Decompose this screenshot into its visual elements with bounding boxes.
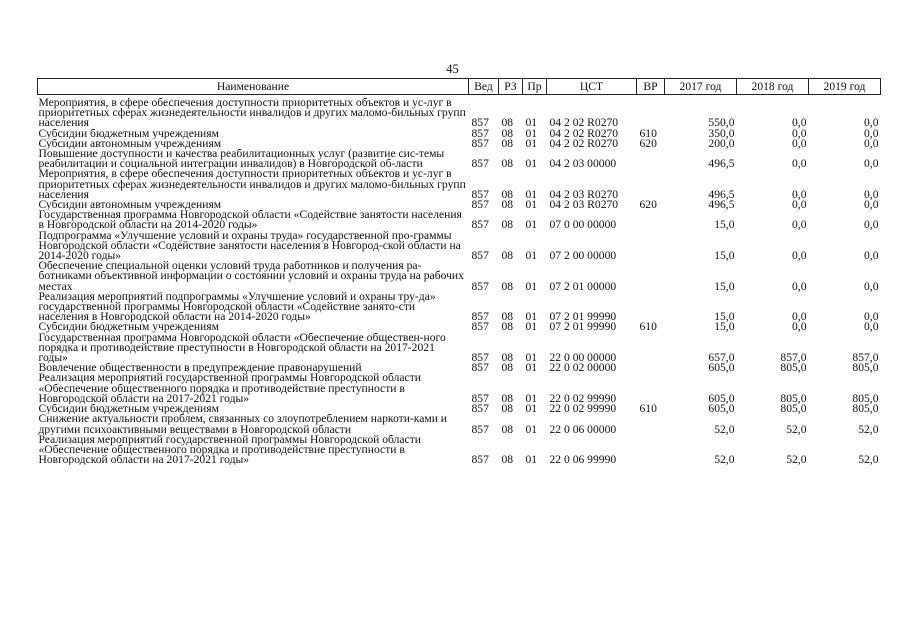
cell-2019: 0,0 [864,136,879,150]
cell-2017: 52,0 [714,422,735,436]
cell-pr: 01 [525,279,538,293]
cell-2018: 0,0 [792,249,807,263]
cell-2018: 0,0 [792,218,807,232]
cell-rz: 08 [501,422,514,436]
cell-vr [637,333,665,364]
cell-2019: 0,0 [864,126,879,140]
cell-cst: 07 2 00 00000 [549,249,617,263]
cell-pr: 01 [525,361,538,375]
cell-rz: 08 [501,157,514,171]
cell-name: Субсидии бюджетным учреждениям [38,404,219,415]
cell-rz: 08 [501,249,514,263]
cell-ved: 857 [471,453,489,467]
cell-name: Мероприятия, в сфере обеспечения доступности приоритетных объектов и ус-луг в приоритетных сферах жизнедеятельности инвалидов и других маломо-бильных групп населения [38,169,466,201]
cell-ved: 857 [471,361,489,375]
cell-pr: 01 [525,116,538,130]
cell-name: Обеспечение специальной оценки условий труда работников и получения ра-ботниками объективной информации о состоянии условий и охраны труда на рабочих местах [38,261,464,292]
table-row [38,292,881,323]
cell-2018: 805,0 [780,391,807,405]
table-header-row [38,79,881,95]
cell-name: Вовлечение общественности в предупреждение правонарушений [38,363,362,374]
cell-vr: 620 [639,136,657,150]
cell-rz: 08 [501,126,514,140]
cell-cst: 04 2 02 R0270 [549,126,619,140]
table-row [38,322,881,332]
cell-2018: 0,0 [792,136,807,150]
header-rz: РЗ [499,79,523,95]
cell-2017: 605,0 [708,361,735,375]
cell-2017: 550,0 [708,116,735,130]
cell-vr [637,292,665,323]
cell-2017: 52,0 [714,453,735,467]
cell-2018: 0,0 [792,126,807,140]
cell-pr: 01 [525,187,538,201]
cell-vr [637,169,665,200]
cell-rz: 08 [501,218,514,232]
cell-2019: 805,0 [852,391,879,405]
header-cst: ЦСТ [547,79,637,95]
cell-2019: 805,0 [852,402,879,416]
cell-2018: 0,0 [792,116,807,130]
cell-vr [637,373,665,404]
cell-vr [637,363,665,373]
cell-2019: 0,0 [864,157,879,171]
table-row [38,363,881,373]
cell-2018: 0,0 [792,157,807,171]
table-row [38,261,881,292]
cell-cst: 07 2 01 99990 [549,310,617,324]
cell-rz: 08 [501,351,514,365]
cell-2019: 0,0 [864,116,879,130]
cell-pr: 01 [525,453,538,467]
cell-cst: 07 2 01 99990 [549,320,617,334]
table-row [38,333,881,364]
cell-pr: 01 [525,422,538,436]
cell-vr [637,210,665,230]
cell-2018: 0,0 [792,187,807,201]
cell-vr: 610 [639,126,657,140]
cell-2019: 805,0 [852,361,879,375]
cell-cst: 07 0 00 00000 [549,218,617,232]
cell-ved: 857 [471,279,489,293]
header-2017: 2017 год [665,79,737,95]
cell-name: Субсидии бюджетным учреждениям [38,322,219,333]
cell-rz: 08 [501,136,514,150]
cell-name: Реализация мероприятий подпрограммы «Улучшение условий и охраны тру-да» государственной программы Новгородской области «Содействие занято-сти населения в Новгородской области на 2014-2020 годы» [38,291,436,323]
cell-2018: 805,0 [780,361,807,375]
cell-ved: 857 [471,310,489,324]
cell-pr: 01 [525,136,538,150]
cell-2017: 15,0 [714,320,735,334]
cell-vr [637,95,665,129]
cell-cst: 04 2 02 R0270 [549,136,619,150]
cell-2018: 0,0 [792,198,807,212]
cell-vr: 610 [639,320,657,334]
cell-pr: 01 [525,402,538,416]
cell-cst: 04 2 03 R0270 [549,198,619,212]
cell-name: Субсидии бюджетным учреждениям [38,128,219,139]
cell-name: Повышение доступности и качества реабилитационных услуг (развитие сис-темы реабилитации и социальной интеграции инвалидов) в Новгородской об-ласти [38,149,445,170]
cell-rz: 08 [501,402,514,416]
table-row [38,231,881,262]
cell-2017: 15,0 [714,310,735,324]
cell-cst: 04 2 03 R0270 [549,187,619,201]
cell-rz: 08 [501,453,514,467]
cell-cst: 07 2 01 00000 [549,279,617,293]
cell-ved: 857 [471,402,489,416]
table-row [38,373,881,404]
cell-2018: 52,0 [786,422,807,436]
cell-rz: 08 [501,310,514,324]
cell-2017: 657,0 [708,351,735,365]
cell-2019: 0,0 [864,249,879,263]
cell-cst: 22 0 06 00000 [549,422,617,436]
table-row [38,169,881,200]
table-row [38,139,881,149]
cell-2018: 0,0 [792,310,807,324]
cell-2017: 350,0 [708,126,735,140]
cell-ved: 857 [471,391,489,405]
cell-name: Субсидии автономным учреждениям [38,200,222,211]
page-number: 45 [446,62,459,76]
cell-rz: 08 [501,198,514,212]
cell-name: Государственная программа Новгородской области «Обеспечение обществен-ного порядка и противодействие преступности в Новгородской области на 2017-2021 годы» [38,332,446,364]
table-row [38,210,881,230]
cell-2017: 605,0 [708,391,735,405]
cell-ved: 857 [471,136,489,150]
table-body [38,95,881,466]
cell-name: Мероприятия, в сфере обеспечения доступности приоритетных объектов и ус-луг в приоритетных сферах жизнедеятельности инвалидов и других маломо-бильных групп населения [38,96,466,129]
cell-vr [637,149,665,169]
cell-2017: 605,0 [708,402,735,416]
cell-vr [637,261,665,292]
cell-2017: 15,0 [714,218,735,232]
cell-rz: 08 [501,187,514,201]
cell-2017: 200,0 [708,136,735,150]
cell-rz: 08 [501,361,514,375]
cell-rz: 08 [501,279,514,293]
cell-2018: 0,0 [792,320,807,334]
cell-rz: 08 [501,391,514,405]
cell-2019: 0,0 [864,320,879,334]
cell-pr: 01 [525,198,538,212]
cell-2017: 496,5 [708,157,735,171]
cell-2019: 0,0 [864,198,879,212]
cell-pr: 01 [525,249,538,263]
cell-ved: 857 [471,320,489,334]
cell-pr: 01 [525,310,538,324]
table-row [38,200,881,210]
header-2019: 2019 год [809,79,881,95]
cell-2018: 805,0 [780,402,807,416]
cell-vr [637,231,665,262]
cell-name: Государственная программа Новгородской области «Содействие занятости населения в Новгородской области на 2014-2020 годы» [38,210,462,231]
cell-vr: 620 [639,198,657,212]
cell-cst: 22 0 00 00000 [549,351,617,365]
cell-name: Реализация мероприятий государственной программы Новгородской области «Обеспечение общественного порядка и противодействие преступности в Новгородской области на 2017-2021 годы» [38,434,421,466]
cell-2018: 52,0 [786,453,807,467]
cell-2017: 496,5 [708,187,735,201]
cell-2017: 15,0 [714,279,735,293]
cell-2019: 857,0 [852,351,879,365]
table-row [38,404,881,414]
header-vr: ВР [637,79,665,95]
cell-cst: 22 0 02 99990 [549,402,617,416]
cell-cst: 22 0 02 99990 [549,391,617,405]
cell-rz: 08 [501,116,514,130]
cell-cst: 22 0 02 00000 [549,361,617,375]
cell-ved: 857 [471,198,489,212]
cell-vr [637,435,665,466]
cell-vr: 610 [639,402,657,416]
cell-cst: 22 0 06 99990 [549,453,617,467]
header-name: Наименование [38,79,469,95]
budget-table [37,78,881,465]
cell-ved: 857 [471,157,489,171]
cell-pr: 01 [525,157,538,171]
header-ved: Вед [469,79,499,95]
cell-name: Снижение актуальности проблем, связанных со злоупотреблением наркоти-ками и другими психоактивными веществами в Новгородской области [38,414,448,435]
cell-pr: 01 [525,391,538,405]
cell-2019: 52,0 [858,422,879,436]
cell-2017: 15,0 [714,249,735,263]
table-row [38,129,881,139]
table-row [38,149,881,169]
cell-name: Субсидии автономным учреждениям [38,138,222,150]
table-row [38,414,881,434]
cell-cst: 04 2 03 00000 [549,157,617,171]
cell-pr: 01 [525,351,538,365]
cell-ved: 857 [471,249,489,263]
cell-pr: 01 [525,126,538,140]
cell-ved: 857 [471,116,489,130]
cell-pr: 01 [525,218,538,232]
header-pr: Пр [523,79,547,95]
cell-2018: 857,0 [780,351,807,365]
cell-ved: 857 [471,187,489,201]
cell-2018: 0,0 [792,279,807,293]
cell-ved: 857 [471,218,489,232]
cell-pr: 01 [525,320,538,334]
table-row [38,435,881,466]
cell-2019: 0,0 [864,187,879,201]
cell-rz: 08 [501,320,514,334]
cell-2019: 52,0 [858,453,879,467]
cell-2017: 496,5 [708,198,735,212]
cell-ved: 857 [471,126,489,140]
cell-cst: 04 2 02 R0270 [549,116,619,130]
cell-name: Подпрограмма «Улучшение условий и охраны труда» государственной про-граммы Новгородской области «Содействие занятости населения в Новгород-ской области на 2014-2020 годы» [38,230,461,262]
cell-ved: 857 [471,351,489,365]
cell-2019: 0,0 [864,279,879,293]
table-row [38,95,881,129]
cell-name: Реализация мероприятий государственной программы Новгородской области «Обеспечение общественного порядка и противодействие преступности в Новгородской области на 2017-2021 годы» [38,373,421,405]
header-2018: 2018 год [737,79,809,95]
cell-ved: 857 [471,422,489,436]
cell-vr [637,414,665,434]
cell-2019: 0,0 [864,218,879,232]
cell-2019: 0,0 [864,310,879,324]
